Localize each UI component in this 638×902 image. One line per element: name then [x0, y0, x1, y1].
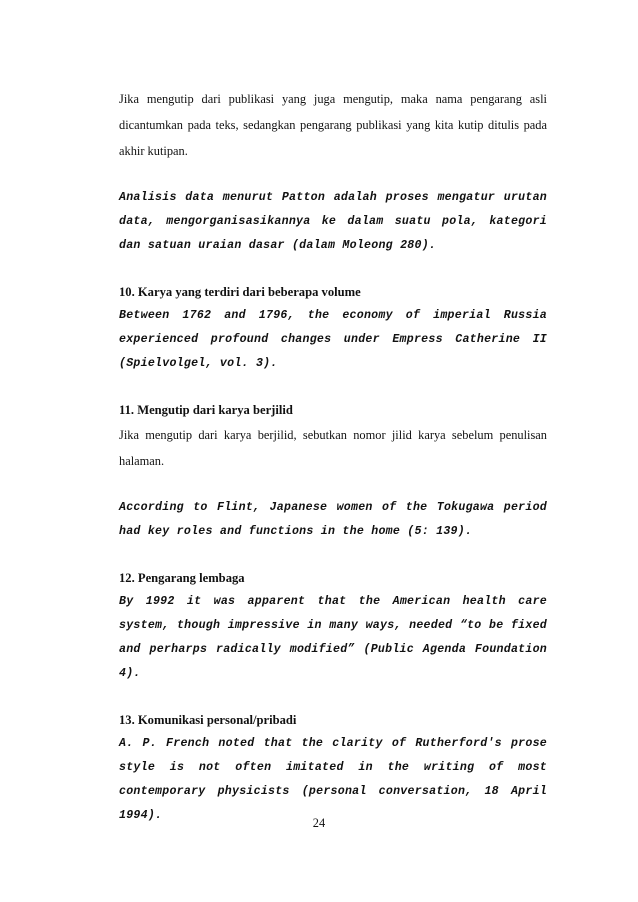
page-content — [119, 86, 547, 828]
section-10-example: Between 1762 and 1796, the economy of imperial Russia experienced profound changes under Empress Catherine II (Spielvolgel, vol. 3). — [119, 309, 547, 370]
section-11-description: Jika mengutip dari karya berjilid, sebutkan nomor jilid karya sebelum penulisan halaman. — [119, 428, 547, 468]
section-13-example: A. P. French noted that the clarity of Rutherford's prose style is not often imitated in the writing of most contemporary physicists (personal conversation, 18 April 1994). — [119, 737, 547, 822]
section-heading-10: 10. Karya yang terdiri dari beberapa volume — [119, 285, 361, 299]
section-heading-12: 12. Pengarang lembaga — [119, 571, 245, 585]
section-12-example: By 1992 it was apparent that the American health care system, though impressive in many ways, needed “to be fixed and perharps radically modified” (Public Agenda Foundation 4). — [119, 595, 547, 680]
example-patton-quote: Analisis data menurut Patton adalah proses mengatur urutan data, mengorganisasikannya ke dalam suatu pola, kategori dan satuan uraian dasar (dalam Moleong 280). — [119, 191, 547, 252]
page-number: 24 — [312, 816, 326, 830]
section-heading-11: 11. Mengutip dari karya berjilid — [119, 403, 293, 417]
intro-paragraph: Jika mengutip dari publikasi yang juga mengutip, maka nama pengarang asli dicantumkan pada teks, sedangkan pengarang publikasi yang kita kutip ditulis pada akhir kutipan. — [119, 92, 547, 158]
section-heading-13: 13. Komunikasi personal/pribadi — [119, 713, 297, 727]
section-11-example: According to Flint, Japanese women of the Tokugawa period had key roles and functions in the home (5: 139). — [119, 501, 547, 538]
